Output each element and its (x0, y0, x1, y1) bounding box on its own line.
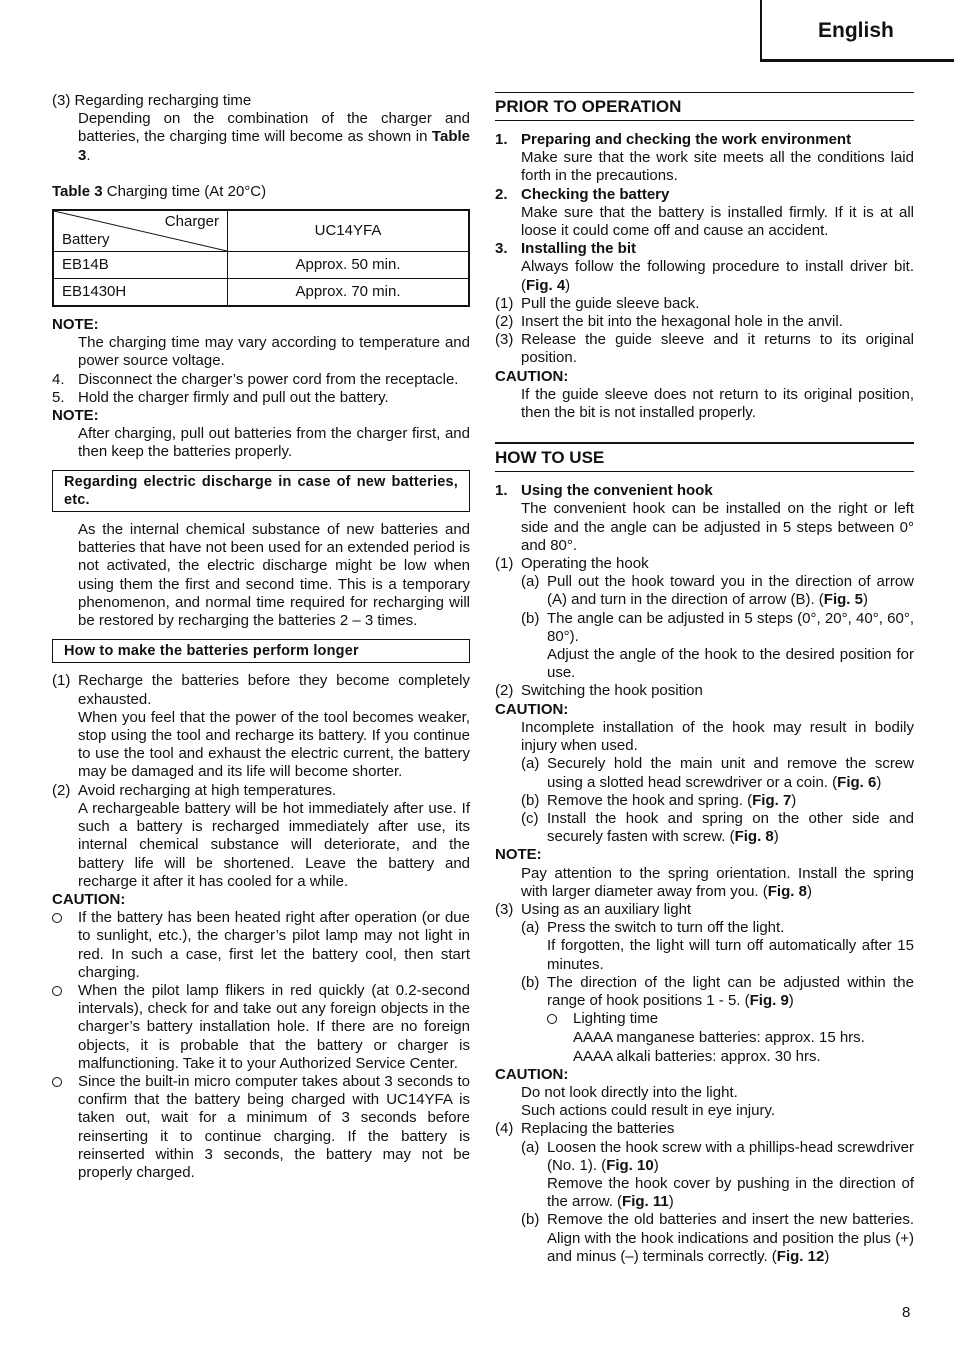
operate-step-b-more: Adjust the angle of the hook to the desired position for use. (547, 646, 914, 682)
caution-label: CAUTION: (495, 367, 569, 385)
bit-step: (1) Pull the guide sleeve back. (495, 294, 700, 312)
page-number: 8 (902, 1304, 911, 1321)
aux-step-a: (a) Press the switch to turn off the light. (521, 919, 785, 937)
table-battery-cell: EB1430H (53, 279, 228, 307)
circle-bullet-icon (547, 1014, 557, 1024)
table-time-cell: Approx. 50 min. (228, 252, 470, 279)
tip-2: (2) Avoid recharging at high temperatures. (52, 781, 337, 799)
discharge-box-title: Regarding electric discharge in case of new batteries, etc. (52, 470, 470, 512)
switch-hook: (2) Switching the hook position (495, 682, 703, 700)
right-column (495, 92, 914, 1266)
prior-item-3-text: Always follow the following procedure to install driver bit. (Fig. 4) (521, 258, 914, 294)
tip-1-detail: When you feel that the power of the tool becomes weaker, stop using the tool and recharge its battery. If you continue to use the tool and exhaust the electric current, the battery may be damaged and its life will become shorter. (78, 708, 470, 781)
section-title-how-to-use: HOW TO USE (495, 442, 914, 472)
prior-item-1-text: Make sure that the work site meets all the conditions laid forth in the precautions. (521, 149, 914, 185)
aux-step-a-more: If forgotten, the light will turn off automatically after 15 minutes. (547, 937, 914, 973)
table-battery-cell: EB14B (53, 252, 228, 279)
switch-step-b: (b) Remove the hook and spring. (Fig. 7) (521, 791, 797, 809)
section-title-prior: PRIOR TO OPERATION (495, 92, 914, 121)
lighting-manganese: AAAA manganese batteries: approx. 15 hrs. (573, 1029, 865, 1047)
lighting-time: Lighting time (495, 1010, 914, 1029)
step-4: 4. Disconnect the charger’s power cord from the receptacle. (52, 370, 459, 388)
prior-item-2-text: Make sure that the battery is installed firmly. If it is at all loose it could come off and cause an accident. (521, 203, 914, 240)
operate-step-a: (a) Pull out the hook toward you in the direction of arrow (A) and turn in the direction of arrow (B). (Fig. 5) (521, 573, 914, 609)
circle-bullet-icon (52, 913, 62, 923)
prior-item-3: 3. Installing the bit (495, 240, 636, 258)
recharge-text: Depending on the combination of the charger and batteries, the charging time will become as shown in Table 3. (78, 110, 470, 164)
use-item-1-text: The convenient hook can be installed on the right or left side and the angle can be adjusted in 5 steps between 0° and 80°. (521, 500, 914, 554)
language-tab (760, 0, 954, 62)
note-label: NOTE: (52, 407, 99, 425)
caution-label: CAUTION: (495, 1065, 569, 1083)
recharge-heading: (3) Regarding recharging time (52, 92, 252, 109)
aux-light: (3) Using as an auxiliary light (495, 900, 692, 918)
note-text: The charging time may vary according to temperature and power source voltage. (78, 334, 470, 370)
bit-step: (3) Release the guide sleeve and it returns to its original position. (495, 331, 914, 367)
charging-time-table (52, 209, 470, 307)
caution-text: Incomplete installation of the hook may result in bodily injury when used. (521, 718, 914, 755)
replace-step-b: (b) Remove the old batteries and insert the new batteries. Align with the hook indications and position the plus (+) and minus (–) terminals correctly. (Fig. 12) (521, 1211, 914, 1265)
note-label: NOTE: (495, 846, 542, 864)
corner-battery: Battery (62, 230, 110, 248)
caution-text: If the guide sleeve does not return to its original position, then the bit is not installed properly. (521, 385, 914, 422)
use-item-1: 1. Using the convenient hook (495, 482, 713, 500)
switch-step-a: (a) Securely hold the main unit and remove the screw using a slotted head screwdriver or a coin. (Fig. 6) (521, 755, 914, 791)
corner-charger: Charger (164, 213, 219, 231)
caution-label: CAUTION: (52, 890, 126, 908)
table-row (53, 252, 469, 279)
tip-1: (1) Recharge the batteries before they become completely exhausted. (52, 672, 470, 708)
prior-item-2: 2. Checking the battery (495, 185, 670, 203)
aux-step-b: (b) The direction of the light can be adjusted within the range of hook positions 1 - 5. (Fig. 9) (521, 973, 914, 1009)
caution-item: When the pilot lamp flikers in red quickly (at 0.2-second intervals), check for and take out any foreign objects in the charger’s battery installation hole. If there are no foreign objects, it is probable that the battery or charger is malfunctioning. Take it to your Authorized Service Center. (52, 982, 470, 1073)
replace-step-a-more: Remove the hook cover by pushing in the direction of the arrow. (Fig. 11) (547, 1174, 914, 1211)
caution-text: Do not look directly into the light. (521, 1083, 738, 1101)
replace-batteries: (4) Replacing the batteries (495, 1120, 675, 1138)
table-model-header: UC14YFA (228, 210, 470, 252)
caution-text: Such actions could result in eye injury. (521, 1102, 776, 1120)
bit-step: (2) Insert the bit into the hexagonal hole in the anvil. (495, 313, 843, 331)
prior-item-1: 1. Preparing and checking the work environment (495, 131, 852, 148)
tip-2-detail: A rechargeable battery will be hot immediately after use. If such a battery is recharged immediately after use, its internal chemical substance will deteriorate, and the battery life will be shortened. Leave the battery and recharge it after it has cooled for a while. (78, 799, 470, 890)
circle-bullet-icon (52, 1077, 62, 1087)
circle-bullet-icon (52, 986, 62, 996)
table-time-cell: Approx. 70 min. (228, 279, 470, 307)
operate-step-b: (b) The angle can be adjusted in 5 steps (0°, 20°, 40°, 60°, 80°). (521, 609, 914, 645)
language-label: English (818, 19, 894, 42)
table-caption: Table 3 Charging time (At 20°C) (52, 182, 267, 200)
switch-step-c: (c) Install the hook and spring on the other side and securely fasten with screw. (Fig. 8) (521, 809, 914, 846)
table-corner-cell (53, 210, 228, 252)
discharge-text: As the internal chemical substance of new batteries and batteries that have not been used for an extended period is not activated, the electric discharge might be low when using them the first and second time. This is a temporary phenomenon, and normal time required for recharging will be restored by recharging the batteries 2 – 3 times. (78, 521, 470, 630)
caution-item: Since the built-in micro computer takes about 3 seconds to confirm that the battery being charged with UC14YFA is taken out, wait for a minimum of 3 seconds before reinserting it to continue charging. If the battery is reinserted within 3 seconds, the battery may not be properly charged. (52, 1073, 470, 1182)
table-row (53, 279, 469, 307)
perform-longer-box-title: How to make the batteries perform longer (52, 639, 470, 663)
replace-step-a: (a) Loosen the hook screw with a phillips-head screwdriver (No. 1). (Fig. 10) (521, 1138, 914, 1174)
note-label: NOTE: (52, 316, 99, 334)
note-text: Pay attention to the spring orientation. Install the spring with larger diameter away from you. (Fig. 8) (521, 864, 914, 900)
operate-hook: (1) Operating the hook (495, 555, 649, 573)
caution-label: CAUTION: (495, 700, 569, 718)
note-text: After charging, pull out batteries from the charger first, and then keep the batteries properly. (78, 425, 470, 461)
lighting-alkali: AAAA alkali batteries: approx. 30 hrs. (573, 1047, 821, 1065)
caution-item: If the battery has been heated right after operation (or due to sunlight, etc.), the charger’s pilot lamp may not light in red. In such a case, first let the battery cool, then start charging. (52, 909, 470, 982)
step-5: 5. Hold the charger firmly and pull out the battery. (52, 388, 389, 406)
left-column (52, 92, 470, 1182)
